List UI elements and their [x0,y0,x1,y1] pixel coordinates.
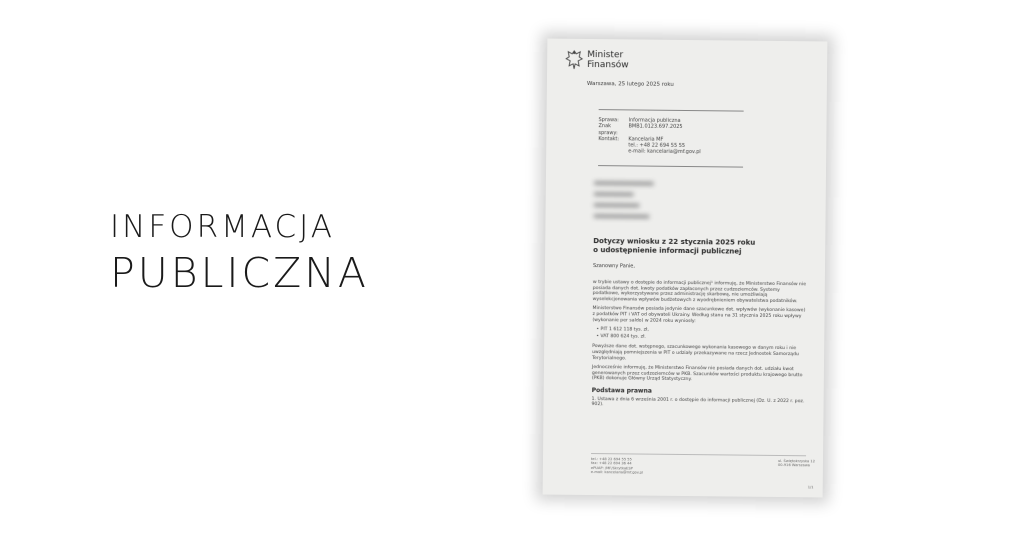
redacted-recipient [593,181,665,226]
letter-subject: Dotyczy wniosku z 22 stycznia 2025 roku o udostępnienie informacji publicznej [593,237,756,256]
list-item: • VAT 800 624 tys. zł. [596,333,646,340]
headline-line-1: INFORMACJA [110,209,335,245]
legal-basis-heading: Podstawa prawna [591,386,652,395]
divider [598,165,743,168]
letter-date: Warszawa, 25 lutego 2025 roku [586,80,674,88]
ministry-logo: Minister Finansów [587,49,629,71]
footer-address: ul. Świętokrzyska 12 00-916 Warszawa [777,458,815,468]
paragraph: w trybie ustawy o dostępie do informacji publicznej¹ informuję, że Ministerstwo Finansów nie posiada danych dot. kwoty podatków zapłaconych przez cudzoziemców. Systemy podatkowe, wykorzystywane przez administrację skarbową, nie umożliwiają wyselekcjonowania wpływów budżetowych z wyodrębnieniem obywatelstwa podatników. [592,280,807,304]
paragraph: Ministerstwo Finansów posiada jedynie dane szacunkowe dot. wpływów (wykonanie kasowe) z podatków PIT i VAT od obywateli Ukrainy. Według stanu na 31 stycznia 2025 roku wpływy (wykonanie per saldo) w 2024 roku wyniosły: [592,306,806,324]
headline [110,209,369,297]
letter-body [591,280,807,414]
divider [599,109,744,112]
letter-meta: Sprawa: Informacja publiczna Znak sprawy: BMB1.0123.697.2025 Kontakt: Kancelaria MF tel.: +48 22 694 55 55 e-mail: kancelaria@mf.gov.pl [598,117,701,156]
headline-line-2: PUBLICZNA [110,249,369,297]
letter-greeting: Szanowny Panie, [592,263,636,270]
eagle-emblem-icon [565,49,583,71]
list-item: • PIT 1 612 118 tys. zł, [596,327,649,333]
footer-divider [591,453,806,456]
paragraph: Jednocześnie informuję, że Ministerstwo Finansów nie posiada danych dot. udziału kwot generowanych przez cudzoziemców w PKB. Szacunków wartości produktu krajowego brutto (PKB) dokonuje Główny Urząd Statystyczny. [591,365,803,383]
page-number: 1/1 [807,485,814,490]
legal-basis-item: 1. Ustawa z dnia 6 września 2001 r. o dostępie do informacji publicznej (Dz. U. z 2022 r. poz. 902). [591,396,805,408]
paragraph: Powyższe dane dot. wstępnego, szacunkowego wykonania kasowego w danym roku i nie uwzględniają pomniejszenia w PIT o udziały przekazywane na rzecz Jednostek Samorządu Terytorialnego. [592,344,799,361]
letter-photo [543,39,828,498]
footer-contact: tel.: +48 22 694 55 55 fax: +48 22 694 36 44 ePUAP: /MF/SkrytkaESP e-mail: kancelaria@mf.gov.pl [590,457,643,475]
